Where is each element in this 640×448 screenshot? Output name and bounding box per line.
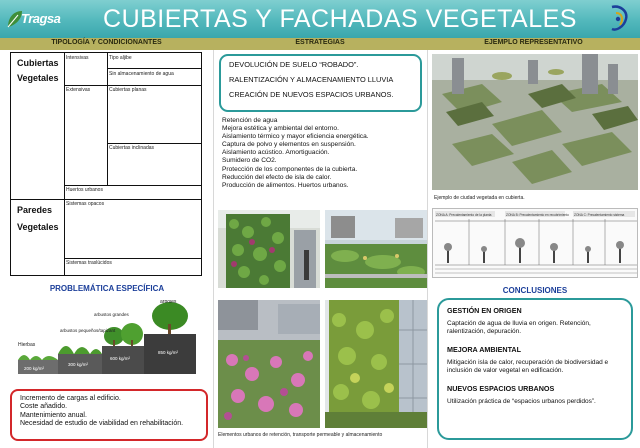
- label-arbustos-grandes: arbustos grandes: [94, 312, 129, 317]
- typology-table: [10, 52, 202, 276]
- diagram-header: ZONA B: Precalentamiento en recubrimiento: [506, 213, 569, 217]
- roofs-label-2: Vegetales: [17, 73, 59, 83]
- problem-item: Coste añadido.: [20, 403, 68, 411]
- vegetation-load-illustration: [14, 300, 200, 380]
- benefit-item: Producción de alimentos. Huertos urbanos.: [222, 181, 349, 189]
- huertos-urbanos-label: Huertos urbanos: [66, 187, 103, 193]
- vertical-garden-photo: [325, 300, 427, 428]
- logo-text: Tragsa: [21, 11, 61, 26]
- label-load-850: 850 kg/m²: [158, 350, 179, 355]
- section-label-typology: TIPOLOGÍA Y CONDICIONANTES: [51, 39, 162, 46]
- diagram-header: ZONA A: Precalentamiento de la planta: [436, 213, 492, 217]
- walls-label: Paredes: [17, 205, 53, 215]
- label-load-600: 600 kg/m²: [110, 356, 131, 361]
- column-divider: [213, 50, 214, 448]
- problem-item: Necesidad de estudio de viabilidad en rehabilitación.: [20, 420, 184, 428]
- conclusion-heading: NUEVOS ESPACIOS URBANOS: [447, 384, 555, 393]
- benefit-item: Sumidero de CO2.: [222, 157, 277, 165]
- strategy-line: CREACIÓN DE NUEVOS ESPACIOS URBANOS.: [229, 90, 394, 99]
- conclusions-title: CONCLUSIONES: [502, 286, 568, 295]
- label-load-200: 200 kg/m²: [24, 366, 45, 371]
- intensive-label: Intensivas: [66, 55, 89, 61]
- benefit-item: Captura de polvo y elementos en suspensión.: [222, 141, 356, 149]
- section-label-example: EJEMPLO REPRESENTATIVO: [484, 39, 583, 46]
- city-caption: Ejemplo de ciudad vegetada en cubierta.: [434, 195, 525, 201]
- label-load-300: 300 kg/m²: [68, 362, 89, 367]
- benefit-item: Aislamiento térmico y mayor eficiencia energética.: [222, 133, 369, 141]
- tipo-aljibe-label: Tipo aljibe: [109, 55, 132, 61]
- strategies-caption: Elementos urbanos de retención, transporte permeable y almacenamiento: [218, 432, 383, 438]
- benefit-item: Aislamiento acústico. Amortiguación.: [222, 149, 330, 157]
- zoning-diagram: [432, 208, 638, 278]
- label-arboles: árboles: [160, 300, 177, 305]
- problematica-title: PROBLEMÁTICA ESPECÍFICA: [49, 284, 165, 293]
- page-title: CUBIERTAS Y FACHADAS VEGETALES: [103, 5, 577, 33]
- section-label-strategies: ESTRATEGIAS: [295, 39, 345, 46]
- conclusion-body: Captación de agua de lluvia en origen. Retención, ralentización, depuración.: [447, 320, 591, 335]
- sistemas-opacos-label: Sistemas opacos: [66, 201, 105, 207]
- benefit-item: Mejora estética y ambiental del entorno.: [222, 125, 339, 133]
- tragsa-logo: [6, 8, 64, 30]
- diagram-header: ZONA C: Precalentamiento sistema: [574, 213, 625, 217]
- benefit-item: Retención de agua: [222, 117, 278, 124]
- cubiertas-inclinadas-label: Cubiertas inclinadas: [109, 145, 155, 151]
- cubiertas-planas-label: Cubiertas planas: [109, 87, 147, 93]
- conclusion-heading: MEJORA AMBIENTAL: [447, 345, 521, 354]
- flower-roof-photo: [218, 300, 320, 428]
- problem-item: Mantenimiento anual.: [20, 411, 87, 419]
- benefit-item: Reducción del efecto de isla de calor.: [222, 173, 332, 181]
- benefits-list: [222, 117, 422, 190]
- strategies-box: [219, 54, 422, 112]
- institution-logo-icon: [606, 3, 634, 35]
- green-wall-photo: [218, 210, 320, 288]
- extensive-label: Extensivas: [66, 87, 91, 93]
- section-bar: [0, 38, 640, 50]
- column-divider: [427, 50, 428, 448]
- benefit-item: Protección de los componentes de la cubierta.: [222, 165, 358, 173]
- sin-almacenamiento-label: Sin almacenamiento de agua: [109, 71, 174, 77]
- strategy-line: DEVOLUCIÓN DE SUELO “ROBADO”.: [229, 60, 359, 69]
- vegetated-city-photo: [432, 54, 638, 190]
- conclusion-heading: GESTIÓN EN ORIGEN: [447, 306, 522, 315]
- strategy-line: RALENTIZACIÓN Y ALMACENAMIENTO LLUVIA: [229, 75, 394, 84]
- sistemas-traslucidos-label: Sistemas traslúcidos: [66, 260, 112, 266]
- label-arbustos-pequenos: arbustos pequeños/tapizant: [60, 328, 116, 333]
- conclusion-body: Mitigación isla de calor, recuperación de biodiversidad e inclusión de valor vegetal en edificación.: [447, 359, 609, 374]
- conclusion-body: Utilización práctica de “espacios urbanos perdidos”.: [447, 398, 596, 405]
- conclusions-box: [437, 298, 633, 440]
- problematica-box: [10, 389, 208, 441]
- header-banner: [0, 0, 640, 38]
- roofs-label: Cubiertas: [17, 58, 59, 68]
- label-hierbas: Hierbas: [18, 342, 36, 348]
- green-roof-photo: [325, 210, 427, 288]
- problem-item: Incremento de cargas al edificio.: [20, 395, 121, 402]
- walls-label-2: Vegetales: [17, 222, 59, 232]
